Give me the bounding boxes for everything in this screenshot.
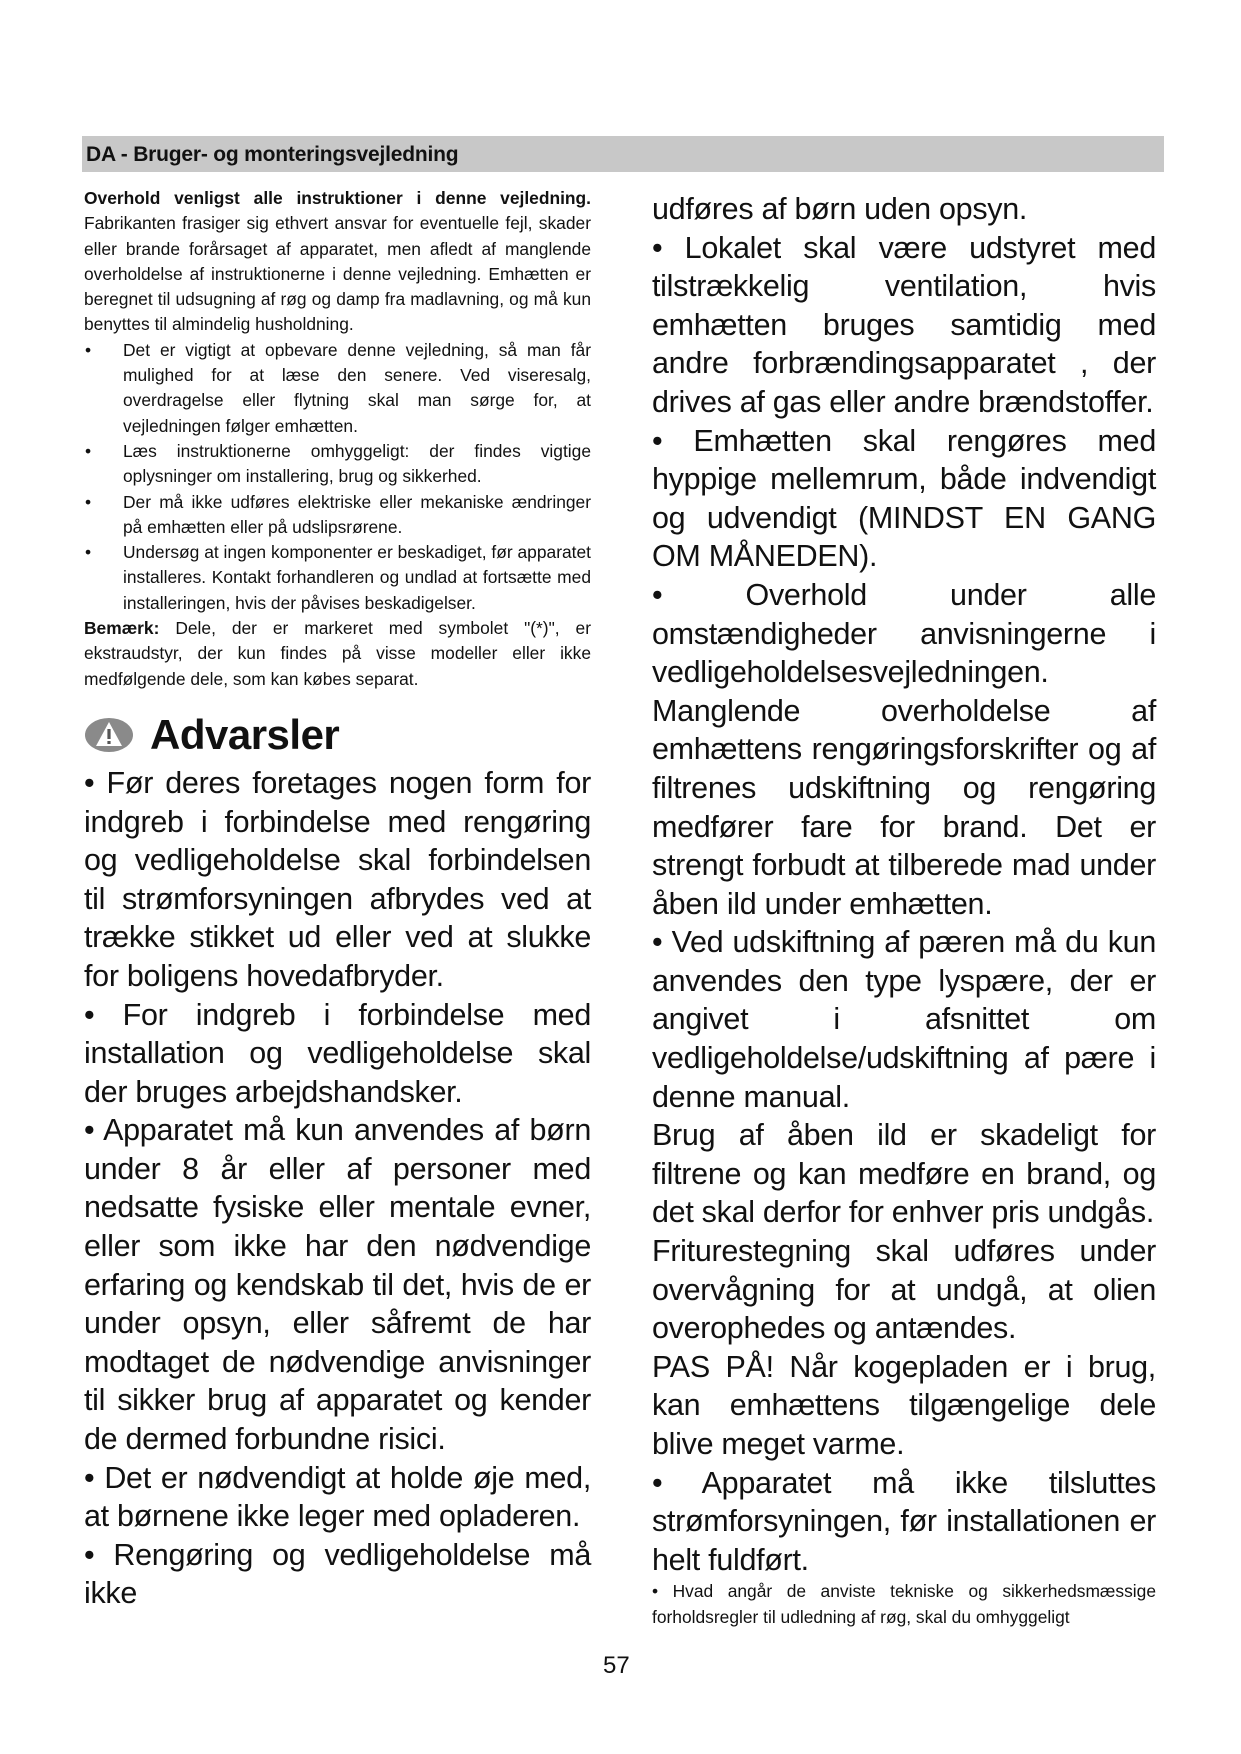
note-paragraph [84, 616, 591, 692]
intro-bullet: • Der må ikke udføres elektriske eller mekaniske ændringer på emhætten eller på udslipsrørene. [85, 491, 591, 537]
warning-item: • Ved udskiftning af pæren må du kun anvendes den type lyspære, der er angivet i afsnittet om vedligeholdelse/udskiftning af pære i denne manual. [652, 925, 1156, 1114]
warning-item: Brug af åben ild er skadeligt for filtrene og kan medføre en brand, og det skal derfor for enhver pris undgås. [652, 1118, 1156, 1230]
warning-item: • Overhold under alle omstændigheder anvisningerne i vedligeholdelsesvejledningen. [652, 577, 1156, 690]
intro-text [84, 186, 591, 338]
warning-item: • Det er nødvendigt at holde øje med, at børnene ikke leger med opladeren. [84, 1460, 591, 1534]
warning-item-small: • Hvad angår de anviste tekniske og sikkerhedsmæssige forholdsregler til udledning af røg, skal du omhyggeligt [652, 1581, 1156, 1627]
warning-item: • Emhætten skal rengøres med hyppige mellemrum, både indvendigt og udvendigt (MINDST EN GANG OM MÅNEDEN). [652, 423, 1156, 574]
warning-item: • Apparatet må kun anvendes af børn under 8 år eller af personer med nedsatte fysiske eller mentale evner, eller som ikke har den nødvendige erfaring og kendskab til det, hvis de er under opsyn, eller såfremt de har modtaget de nødvendige anvisninger til sikker brug af apparatet og kender de dermed forbundne risici. [84, 1113, 591, 1457]
note-text: Dele, der er markeret med symbolet "(*)", er ekstraudstyr, der kun findes på visse modeller eller ikke medfølgende dele, som kan købes separat. [84, 618, 591, 689]
warning-item: udføres af børn uden opsyn. [652, 192, 1028, 226]
warnings-title: Advarsler [150, 710, 340, 758]
note-label: Bemærk: [84, 618, 160, 639]
warning-item: • Før deres foretages nogen form for indgreb i forbindelse med rengøring og vedligeholdelse skal forbindelsen til strømforsyningen afbrydes ved at trække stikket ud eller ved at slukke for boligens hovedafbryder. [84, 765, 591, 993]
warning-item: • Rengøring og vedligeholdelse må ikke [84, 1537, 591, 1611]
intro-paragraph-1: Fabrikanten frasiger sig ethvert ansvar for eventuelle fejl, skader eller brande forårsaget af apparatet, men afledt af manglende overholdelse af instruktionerne i denne vejledning. [84, 213, 591, 284]
intro-lead: Overhold venligst alle instruktioner i denne vejledning. [84, 188, 591, 208]
intro-bullet: • Det er vigtigt at opbevare denne vejledning, så man får mulighed for at læse den senere. Ved viseresalg, overdragelse eller flytning skal man sørge for, at vejledningen følger emhætten. [85, 339, 591, 436]
warning-item: PAS PÅ! Når kogepladen er i brug, kan emhættens tilgængelige dele blive meget varme. [652, 1349, 1156, 1461]
warning-item: • For indgreb i forbindelse med installation og vedligeholdelse skal der bruges arbejdshandsker. [84, 997, 591, 1109]
warning-item: Manglende overholdelse af emhættens rengøringsforskrifter og af filtrenes udskiftning og rengøring medfører fare for brand. Det er strengt forbudt at tilberede mad under åben ild under emhætten. [652, 693, 1156, 921]
intro-bullet: • Undersøg at ingen komponenter er beskadiget, før apparatet installeres. Kontakt forhandleren og undlad at fortsætte med installeringen, hvis der påvises beskadigelser. [85, 542, 591, 613]
warnings-heading [84, 712, 591, 758]
right-column [652, 190, 1156, 1630]
left-column [84, 186, 591, 1613]
warning-item: • Apparatet må ikke tilsluttes strømforsyningen, før installationen er helt fuldført. [652, 1465, 1156, 1577]
page-number: 57 [603, 1652, 630, 1679]
section-header-title: DA - Bruger- og monteringsvejledning [86, 143, 459, 166]
intro-bullet: • Læs instruktionerne omhyggeligt: der findes vigtige oplysninger om installering, brug og sikkerhed. [85, 440, 591, 487]
warning-item: Friturestegning skal udføres under overvågning for at undgå, at olien overophedes og antændes. [652, 1234, 1156, 1346]
intro-paragraph-2: Emhætten er beregnet til udsugning af røg og damp fra madlavning, og må kun benyttes til almindelig husholdning. [84, 263, 591, 335]
warning-triangle-icon [84, 716, 134, 754]
warning-item: • Lokalet skal være udstyret med tilstrækkelig ventilation, hvis emhætten bruges samtidig med andre forbrændingsapparatet , der drives af gas eller andre brændstoffer. [652, 230, 1156, 419]
